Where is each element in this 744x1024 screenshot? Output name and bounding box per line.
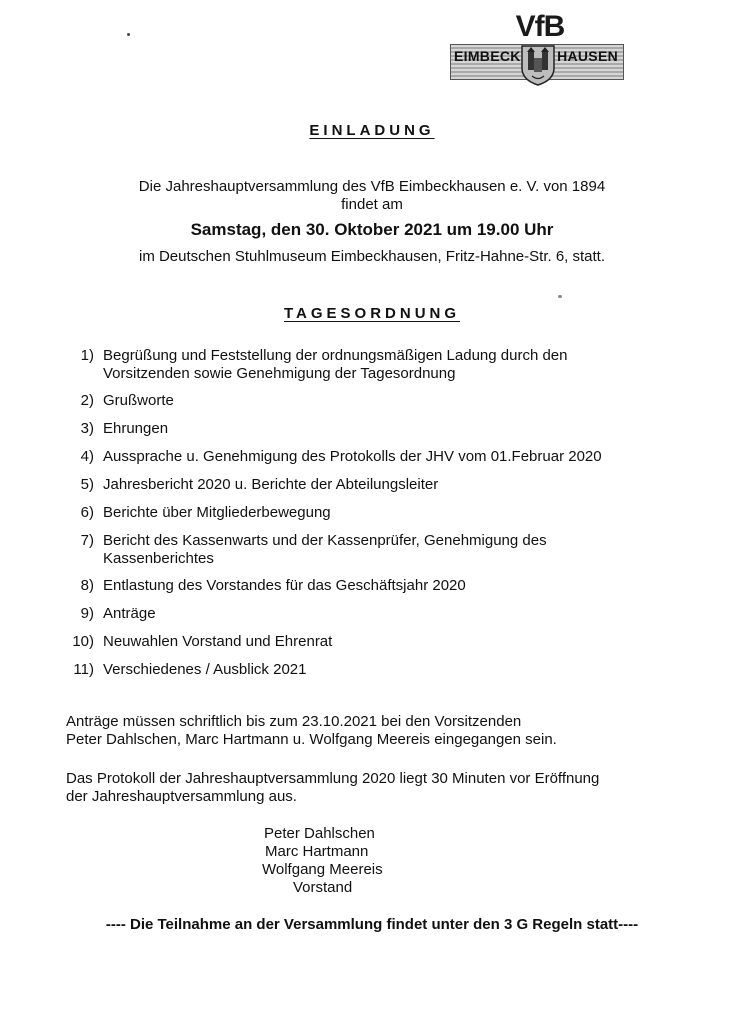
agenda-item-line: Kassenberichtes: [103, 550, 214, 567]
agenda-item-number: 10): [72, 633, 94, 650]
agenda-item-text: Aussprache u. Genehmigung des Protokolls der JHV vom 01.Februar 2020: [103, 448, 602, 465]
protokoll-line-1: Das Protokoll der Jahreshauptversammlung 2020 liegt 30 Minuten vor Eröffnung: [66, 770, 600, 787]
logo-left-word: EIMBECK: [454, 48, 521, 64]
agenda-item-text: Neuwahlen Vorstand und Ehrenrat: [103, 633, 333, 650]
signatory-role: Vorstand: [293, 879, 353, 896]
agenda-item-line: Begrüßung und Feststellung der ordnungsmäßigen Ladung durch den: [103, 347, 568, 364]
agenda-item-text: Berichte über Mitgliederbewegung: [103, 504, 331, 521]
agenda-item-line: Vorsitzenden sowie Genehmigung der Tagesordnung: [103, 365, 456, 382]
agenda-item-number: 7): [80, 532, 94, 549]
meeting-location: im Deutschen Stuhlmuseum Eimbeckhausen, Fritz-Hahne-Str. 6, statt.: [138, 248, 606, 265]
agenda-item-number: 8): [80, 577, 94, 594]
agenda-item-text: Verschiedenes / Ausblick 2021: [103, 661, 307, 678]
agenda-item: [66, 347, 686, 392]
signatory-name: Peter Dahlschen: [264, 825, 375, 842]
vfb-eimbeckhausen-logo: [450, 10, 622, 86]
crest-icon: [520, 40, 556, 86]
agenda-item-number: 2): [80, 392, 94, 409]
agenda-item-text: [103, 532, 683, 568]
antraege-line-2: Peter Dahlschen, Marc Hartmann u. Wolfgang Meereis eingegangen sein.: [66, 731, 557, 748]
scan-speck: [558, 295, 562, 298]
agenda-item-text: Grußworte: [103, 392, 174, 409]
antraege-note: [66, 713, 686, 749]
agenda-item-number: 4): [80, 448, 94, 465]
agenda-item-number: 5): [80, 476, 94, 493]
intro-line-1: Die Jahreshauptversammlung des VfB Eimbeckhausen e. V. von 1894: [138, 178, 606, 195]
agenda-item: [66, 661, 686, 689]
agenda-item-text: Anträge: [103, 605, 156, 622]
agenda-item: [66, 633, 686, 661]
agenda-item: [66, 504, 686, 532]
agenda-item-text: Jahresbericht 2020 u. Berichte der Abteilungsleiter: [103, 476, 439, 493]
agenda-item-text: Ehrungen: [103, 420, 169, 437]
agenda-item-number: 6): [80, 504, 94, 521]
agenda-item-line: Bericht des Kassenwarts und der Kassenprüfer, Genehmigung des: [103, 532, 547, 549]
meeting-date: Samstag, den 30. Oktober 2021 um 19.00 Uhr: [190, 220, 554, 239]
agenda-item: [66, 476, 686, 504]
agenda-title: TAGESORDNUNG: [283, 305, 461, 322]
scan-speck: [127, 33, 130, 36]
agenda-item: [66, 577, 686, 605]
agenda-item-text: Entlastung des Vorstandes für das Geschäftsjahr 2020: [103, 577, 466, 594]
agenda-item: [66, 532, 686, 577]
agenda-item: [66, 448, 686, 476]
antraege-line-1: Anträge müssen schriftlich bis zum 23.10.2021 bei den Vorsitzenden: [66, 713, 522, 730]
agenda-list: [66, 347, 686, 689]
signatory-name: Wolfgang Meereis: [262, 861, 383, 878]
covid-rule-notice: ---- Die Teilnahme an der Versammlung findet unter den 3 G Regeln statt----: [105, 916, 639, 933]
agenda-item: [66, 392, 686, 420]
agenda-item-number: 1): [80, 347, 94, 364]
logo-right-word: HAUSEN: [557, 48, 618, 64]
agenda-item: [66, 420, 686, 448]
signatory-name: Marc Hartmann: [265, 843, 369, 860]
protokoll-line-2: der Jahreshauptversammlung aus.: [66, 788, 297, 805]
agenda-item-number: 3): [80, 420, 94, 437]
logo-vfb-text: VfB: [515, 10, 565, 43]
agenda-item-number: 11): [73, 661, 94, 678]
agenda-item-number: 9): [80, 605, 94, 622]
agenda-item-text: [103, 347, 683, 383]
agenda-item: [66, 605, 686, 633]
intro-line-2: findet am: [341, 196, 403, 213]
invitation-title: EINLADUNG: [309, 122, 435, 139]
protokoll-note: [66, 770, 686, 806]
